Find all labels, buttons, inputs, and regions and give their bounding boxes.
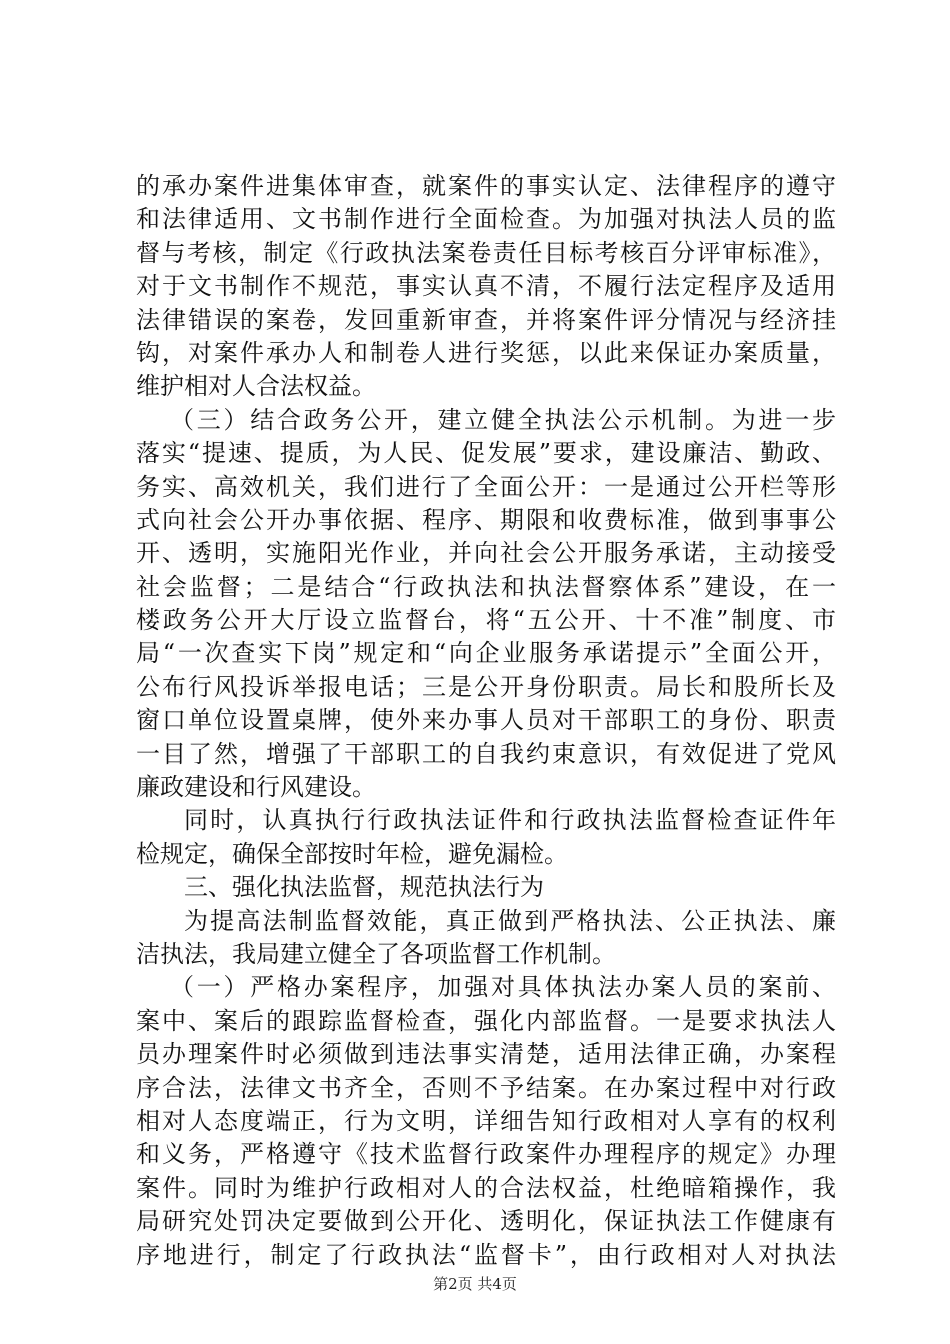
text-line: 同时，认真执行行政执法证件和行政执法监督检查证件年 [184, 806, 836, 835]
text-line: 员办理案件时必须做到违法事实清楚，适用法律正确，办案程 [136, 1040, 836, 1069]
text-line: 对于文书制作不规范，事实认真不清，不履行法定程序及适用 [136, 272, 836, 301]
text-line: 社会监督；二是结合“行政执法和执法督察体系”建设，在一 [136, 572, 836, 601]
text-line: 案件。同时为维护行政相对人的合法权益，杜绝暗箱操作，我 [136, 1173, 836, 1202]
text-line: 督与考核，制定《行政执法案卷责任目标考核百分评审标准》， [136, 238, 836, 267]
text-line: 一目了然，增强了干部职工的自我约束意识，有效促进了党风 [136, 739, 836, 768]
text-line: 为提高法制监督效能，真正做到严格执法、公正执法、廉 [184, 906, 836, 935]
document-body [136, 170, 836, 1272]
text-line: 式向社会公开办事依据、程序、期限和收费标准，做到事事公 [136, 505, 836, 534]
text-line: 窗口单位设置桌牌，使外来办事人员对干部职工的身份、职责 [136, 706, 836, 735]
text-line: 局研究处罚决定要做到公开化、透明化，保证执法工作健康有 [136, 1207, 836, 1236]
text-line: 和法律适用、文书制作进行全面检查。为加强对执法人员的监 [136, 205, 836, 234]
text-line: 局“一次查实下岗”规定和“向企业服务承诺提示”全面公开， [136, 639, 836, 668]
text-line: 钩，对案件承办人和制卷人进行奖惩，以此来保证办案质量， [136, 338, 836, 367]
text-line: 维护相对人合法权益。 [136, 372, 376, 401]
text-line: 法律错误的案卷，发回重新审查，并将案件评分情况与经济挂 [136, 305, 836, 334]
text-line: 案中、案后的跟踪监督检查，强化内部监督。一是要求执法人 [136, 1006, 836, 1035]
page-footer: 第2页 共4页 [433, 1275, 517, 1293]
text-line: 检规定，确保全部按时年检，避免漏检。 [136, 839, 568, 868]
text-line: 序地进行，制定了行政执法“监督卡”，由行政相对人对执法 [136, 1240, 836, 1269]
text-line: 楼政务公开大厅设立监督台，将“五公开、十不准”制度、市 [136, 606, 836, 635]
text-line: 公布行风投诉举报电话；三是公开身份职责。局长和股所长及 [136, 672, 836, 701]
text-line: 洁执法，我局建立健全了各项监督工作机制。 [136, 939, 616, 968]
text-line: 落实“提速、提质，为人民、促发展”要求，建设廉洁、勤政、 [136, 439, 836, 468]
text-line: （一）严格办案程序，加强对具体执法办案人员的案前、 [170, 973, 836, 1002]
text-line: 三、强化执法监督，规范执法行为 [184, 873, 544, 902]
text-line: 相对人态度端正，行为文明，详细告知行政相对人享有的权利 [136, 1106, 836, 1135]
text-line: （三）结合政务公开，建立健全执法公示机制。为进一步 [170, 405, 836, 434]
text-line: 开、透明，实施阳光作业，并向社会公开服务承诺，主动接受 [136, 539, 836, 568]
text-line: 序合法，法律文书齐全，否则不予结案。在办案过程中对行政 [136, 1073, 836, 1102]
text-line: 的承办案件进集体审查，就案件的事实认定、法律程序的遵守 [136, 172, 836, 200]
text-line: 务实、高效机关，我们进行了全面公开：一是通过公开栏等形 [136, 472, 836, 501]
text-line: 廉政建设和行风建设。 [136, 773, 376, 802]
text-line: 和义务，严格遵守《技术监督行政案件办理程序的规定》办理 [136, 1140, 836, 1169]
